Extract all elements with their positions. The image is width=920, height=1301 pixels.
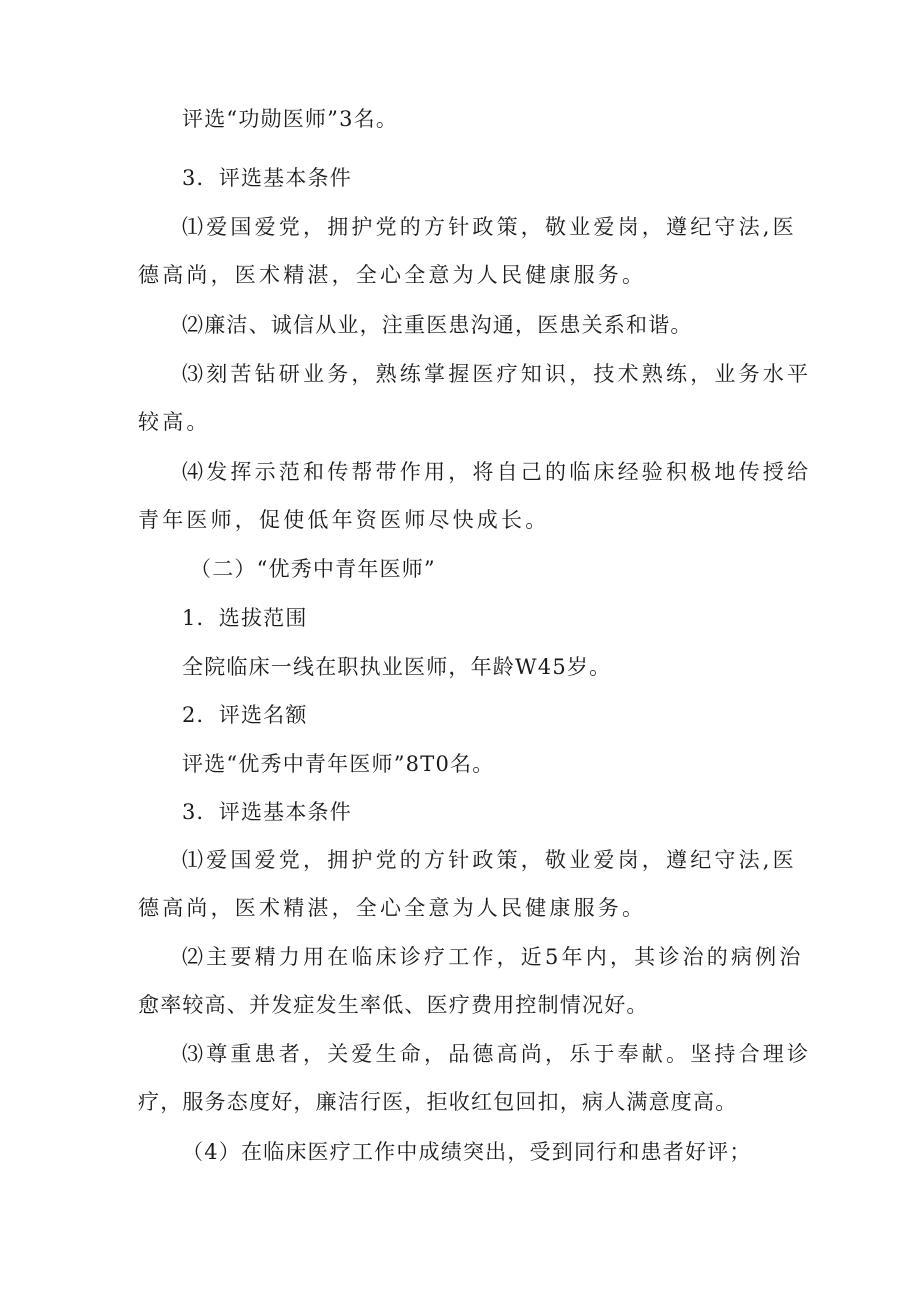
paragraph-line: ⑶刻苦钻研业务，熟练掌握医疗知识，技术熟练，业务水平 [182,362,812,386]
paragraph-line: 德高尚，医术精湛，全心全意为人民健康服务。 [138,263,647,287]
paragraph-line: ⑴爱国爱党，拥护党的方针政策，敬业爱岗，遵纪守法,医 [182,215,797,239]
paragraph-line: 疗，服务态度好，廉洁行医，拒收红包回扣，病人满意度高。 [138,1090,738,1114]
section-heading: 3．评选基本条件 [182,166,352,190]
paragraph-line: ⑶尊重患者，关爱生命，品德高尚，乐于奉献。坚持合理诊 [182,1042,812,1066]
paragraph-line: ⑵主要精力用在临床诊疗工作，近5年内，其诊治的病例治 [182,945,804,969]
section-heading: 2．评选名额 [182,703,308,727]
paragraph-line: 评选“功勋医师”3名。 [182,107,399,131]
paragraph-line: 评选“优秀中青年医师”8T0名。 [182,752,495,776]
paragraph-line: 愈率较高、并发症发生率低、医疗费用控制情况好。 [138,993,649,1017]
paragraph-line: （4）在临床医疗工作中成绩突出，受到同行和患者好评； [182,1140,752,1164]
section-heading: 3．评选基本条件 [182,800,352,824]
paragraph-line: 全院临床一线在职执业医师，年龄W45岁。 [182,655,612,679]
paragraph-line: 德高尚，医术精湛，全心全意为人民健康服务。 [138,896,647,920]
paragraph-line: 较高。 [138,410,211,434]
paragraph-line: ⑷发挥示范和传帮带作用，将自己的临床经验积极地传授给 [182,460,812,484]
paragraph-line: ⑵廉洁、诚信从业，注重医患沟通，医患关系和谐。 [182,313,693,337]
paragraph-line: ⑴爱国爱党，拥护党的方针政策，敬业爱岗，遵纪守法,医 [182,848,797,872]
paragraph-line: 青年医师，促使低年资医师尽快成长。 [138,508,550,532]
section-heading: 1．选拔范围 [182,606,308,630]
section-heading: （二）“优秀中青年医师” [190,557,436,581]
